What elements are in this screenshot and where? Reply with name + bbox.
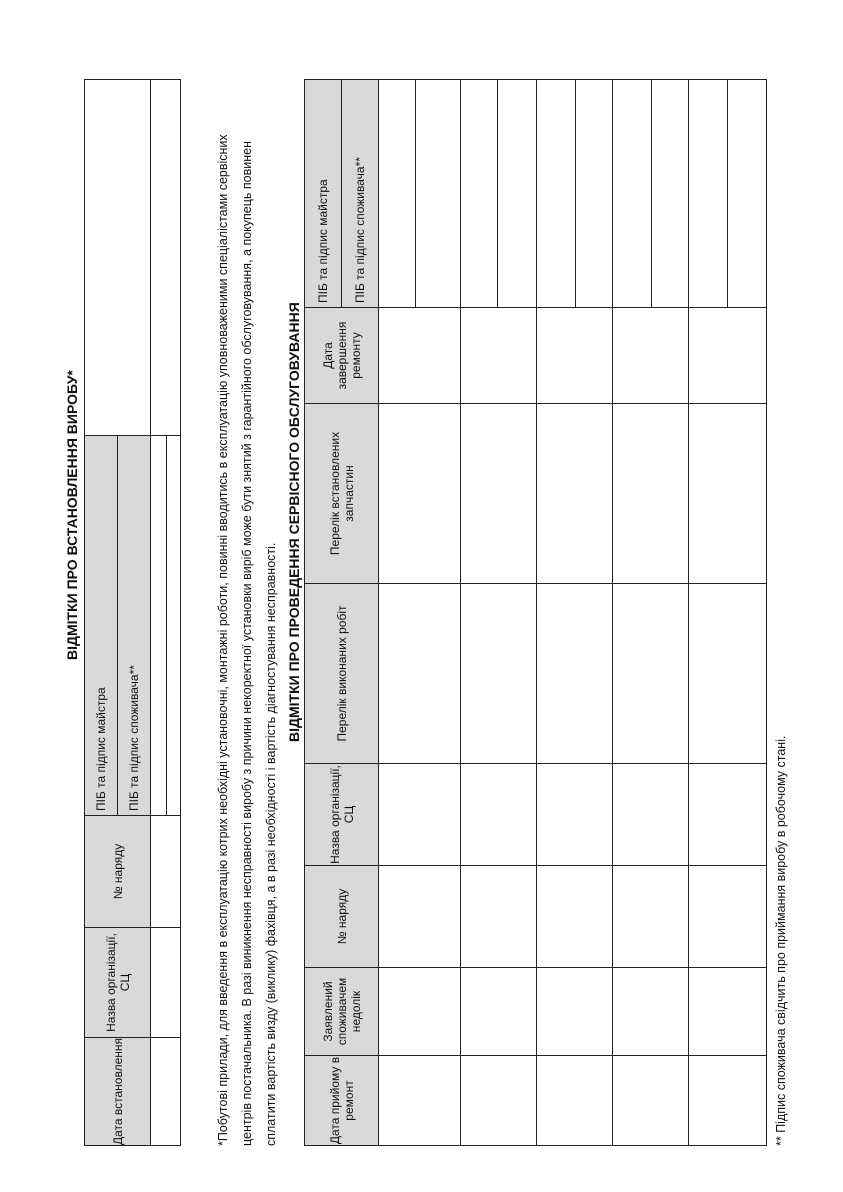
- service-cell: [379, 764, 461, 866]
- install-header-date: Дата встановлення: [85, 1038, 151, 1146]
- service-cell: [689, 764, 767, 866]
- service-cell: [689, 584, 767, 764]
- service-header-accept-date: Дата прийому в ремонт: [305, 1056, 379, 1146]
- service-header-master: ПІБ та підпис майстра: [316, 179, 330, 303]
- service-cell: [461, 1056, 537, 1146]
- install-header-signatures: [85, 436, 151, 816]
- service-cell: [613, 308, 689, 404]
- install-cell: [151, 928, 181, 1038]
- install-header-empty: [85, 80, 151, 436]
- service-header-org: Назва організації, СЦ: [305, 764, 379, 866]
- footnote-line-3: сплатити вартість визду (виклику) фахівця, а в разі необхідності і вартість діагностування несправності.: [264, 542, 278, 1146]
- consumer-signature-note: ** Підпис споживача свідчить про приймання виробу в робочому стані.: [774, 735, 788, 1146]
- footnote-line-2: центрів постачальника. В разі виникнення несправності виробу з причини некоректної установки виріб може бути знятий з гарантійного обслуговування, а покупець повинен: [240, 141, 254, 1146]
- service-header-consumer: ПІБ та підпис споживача**: [353, 157, 367, 303]
- service-cell: [689, 968, 767, 1056]
- service-cell: [379, 1056, 461, 1146]
- service-cell: [537, 968, 613, 1056]
- install-header-consumer: ПІБ та підпис споживача**: [127, 665, 141, 811]
- service-table: [304, 79, 767, 1146]
- service-cell: [379, 584, 461, 764]
- service-cell: [461, 584, 537, 764]
- service-cell: [537, 584, 613, 764]
- install-section-title: ВІДМІТКИ ПРО ВСТАНОВЛЕННЯ ВИРОБУ*: [64, 370, 80, 660]
- service-cell: [379, 866, 461, 968]
- service-cell: [379, 968, 461, 1056]
- service-cell-signatures: [613, 80, 689, 308]
- service-section-title: ВІДМІТКИ ПРО ПРОВЕДЕННЯ СЕРВІСНОГО ОБСЛУГОВУВАННЯ: [286, 302, 302, 742]
- service-cell: [537, 764, 613, 866]
- service-cell-signatures: [461, 80, 537, 308]
- service-cell: [613, 1056, 689, 1146]
- service-cell: [537, 866, 613, 968]
- footnote-line-1: *Побутові прилади, для введення в експлуатацію котрих необхідні установочні, монтажні роботи, повинні вводитись в експлуатацію уповноваженими спеціалістами сервісних: [216, 134, 230, 1146]
- service-cell: [537, 1056, 613, 1146]
- service-cell-signatures: [689, 80, 767, 308]
- service-header-finish-date: Дата завершення ремонту: [305, 308, 379, 404]
- service-cell: [613, 866, 689, 968]
- service-header-works: Перелік виконаних робіт: [305, 584, 379, 764]
- install-table: [84, 79, 181, 1146]
- service-cell: [379, 308, 461, 404]
- service-cell: [613, 404, 689, 584]
- install-cell: [151, 1038, 181, 1146]
- service-header-defect: Заявлений споживачем недолік: [305, 968, 379, 1056]
- service-cell-signatures: [379, 80, 461, 308]
- service-cell: [537, 404, 613, 584]
- install-cell-signatures: [151, 436, 181, 816]
- install-cell: [151, 816, 181, 928]
- service-header-signatures: [305, 80, 379, 308]
- service-header-order: № наряду: [305, 866, 379, 968]
- service-cell: [461, 308, 537, 404]
- service-cell: [461, 764, 537, 866]
- install-header-master: ПІБ та підпис майстра: [94, 687, 108, 811]
- install-header-order: № наряду: [85, 816, 151, 928]
- service-cell-signatures: [537, 80, 613, 308]
- install-cell: [151, 80, 181, 436]
- service-cell: [689, 404, 767, 584]
- service-cell: [613, 968, 689, 1056]
- service-cell: [613, 764, 689, 866]
- service-cell: [613, 584, 689, 764]
- install-header-org: Назва організації, СЦ: [85, 928, 151, 1038]
- service-cell: [461, 404, 537, 584]
- service-cell: [689, 308, 767, 404]
- service-cell: [379, 404, 461, 584]
- service-cell: [537, 308, 613, 404]
- service-cell: [689, 866, 767, 968]
- service-header-parts: Перелік встановлених запчастин: [305, 404, 379, 584]
- service-cell: [461, 866, 537, 968]
- service-cell: [689, 1056, 767, 1146]
- service-cell: [461, 968, 537, 1056]
